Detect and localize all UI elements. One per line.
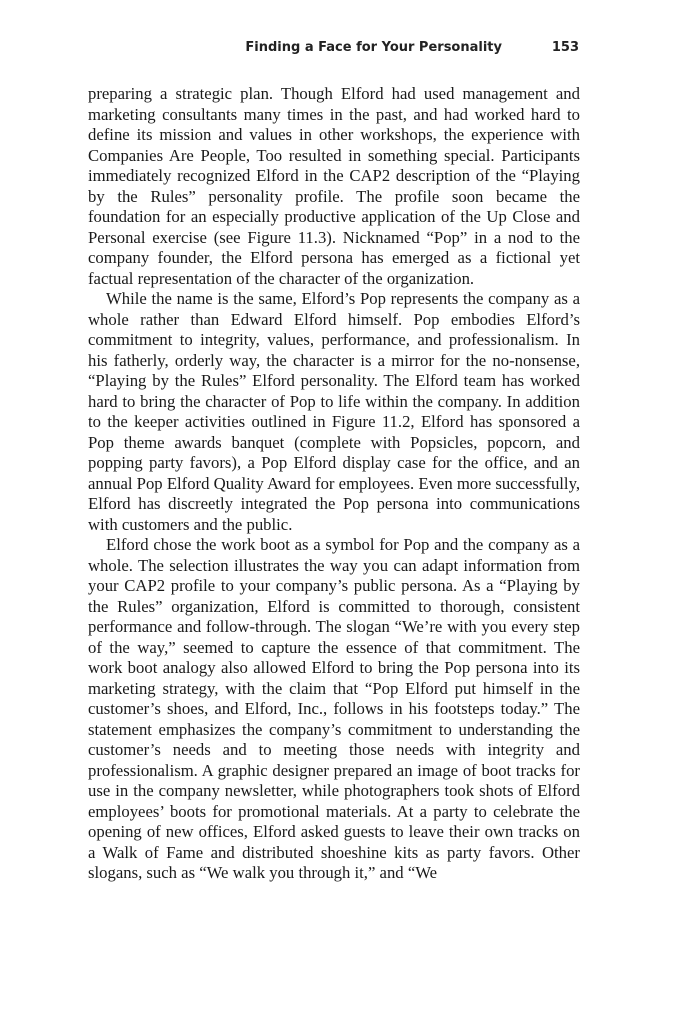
running-head: [88, 40, 580, 60]
paragraph-3: Elford chose the work boot as a symbol for Pop and the company as a whole. The selection illustrates the way you can adapt information from your CAP2 profile to your company’s public persona. As a “Playing by the Rules” organization, Elford is committed to thorough, consistent performance and follow-through. The slogan “We’re with you every step of the way,” seemed to capture the essence of that commitment. The work boot analogy also allowed Elford to bring the Pop persona into its marketing strategy, with the claim that “Pop Elford put himself in the customer’s shoes, and Elford, Inc., follows in his footsteps today.” The statement emphasizes the company’s commitment to understanding the customer’s needs and to meeting those needs with integrity and professionalism. A graphic designer prepared an image of boot tracks for use in the company newsletter, while photographers took shots of Elford employees’ boots for promotional materials. At a party to celebrate the opening of new offices, Elford asked guests to leave their own tracks on a Walk of Fame and distributed shoeshine kits as party favors. Other slogans, such as “We walk you through it,” and “We: [88, 535, 580, 882]
page-number: 153: [551, 40, 579, 55]
body-text: [88, 84, 580, 884]
chapter-title: Finding a Face for Your Personality: [245, 40, 502, 55]
paragraph-1: preparing a strategic plan. Though Elford had used management and marketing consultants many times in the past, and had worked hard to define its mission and values in other workshops, the experience with Companies Are People, Too resulted in something special. Participants immediately recognized Elford in the CAP2 description of the “Playing by the Rules” personality profile. The profile soon became the foundation for an especially productive application of the Up Close and Personal exercise (see Figure 11.3). Nicknamed “Pop” in a nod to the company founder, the Elford persona has emerged as a fictional yet factual representation of the character of the organization.: [88, 84, 580, 288]
paragraph-2: While the name is the same, Elford’s Pop represents the company as a whole rather than Edward Elford himself. Pop embodies Elford’s commitment to integrity, values, performance, and professionalism. In his fatherly, orderly way, the character is a mirror for the no-nonsense, “Playing by the Rules” Elford personality. The Elford team has worked hard to bring the character of Pop to life within the company. In addition to the keeper activities outlined in Figure 11.2, Elford has sponsored a Pop theme awards banquet (complete with Popsicles, popcorn, and popping party favors), a Pop Elford display case for the office, and an annual Pop Elford Quality Award for employees. Even more successfully, Elford has discreetly integrated the Pop persona into communications with customers and the public.: [88, 289, 580, 534]
